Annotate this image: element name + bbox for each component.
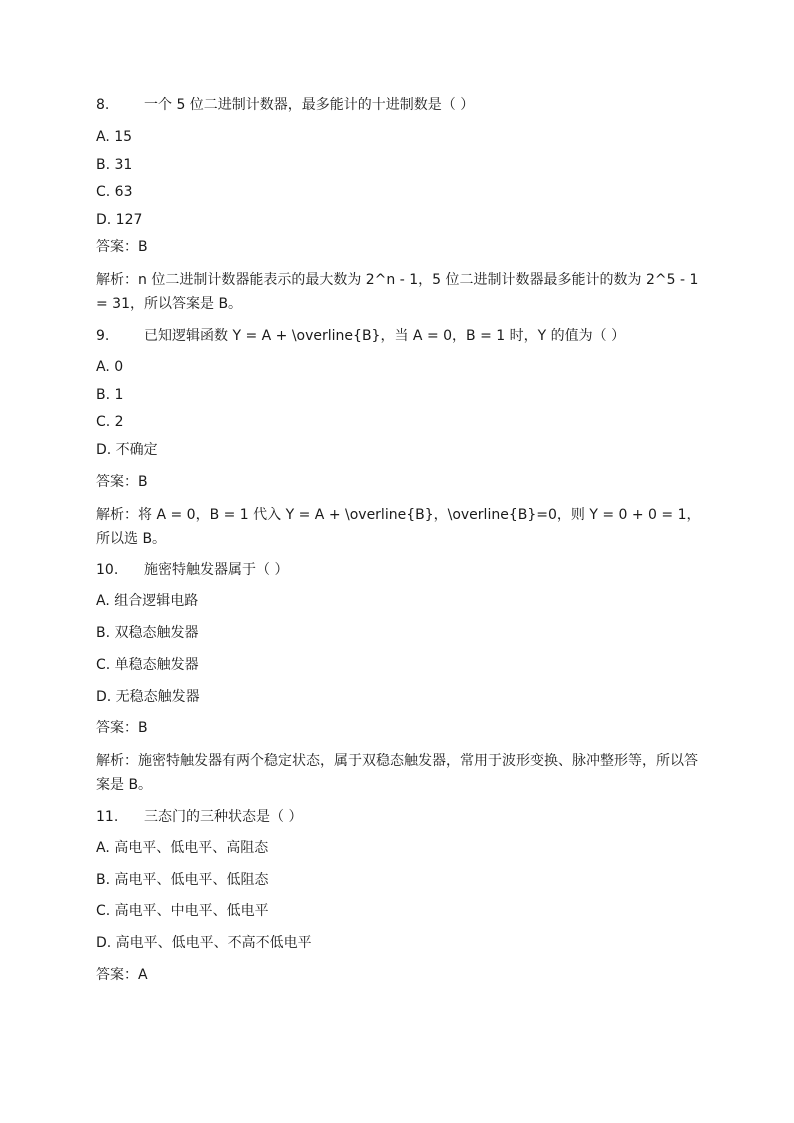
- question-10-option-c: C. 单稳态触发器: [96, 657, 199, 673]
- question-11-option-b: B. 高电平、低电平、低阻态: [96, 872, 269, 888]
- question-8-answer: 答案：B: [96, 239, 148, 255]
- question-8-option-b: B. 31: [96, 157, 133, 173]
- question-10-analysis: 解析：施密特触发器有两个稳定状态，属于双稳态触发器，常用于波形变换、脉冲整形等，所以答案是 B。: [96, 753, 698, 793]
- question-number: 8.: [96, 97, 110, 113]
- question-9-option-b: B. 1: [96, 387, 124, 403]
- question-11-option-d: D. 高电平、低电平、不高不低电平: [96, 935, 312, 951]
- question-10-answer: 答案：B: [96, 720, 148, 736]
- question-number: 9.: [96, 328, 110, 344]
- question-text: 已知逻辑函数 Y = A + \overline{B}，当 A = 0，B = 1 时，Y 的值为（ ）: [144, 328, 626, 344]
- question-9-stem: [96, 325, 706, 347]
- question-text: 一个 5 位二进制计数器，最多能计的十进制数是（ ）: [144, 97, 475, 113]
- question-9-option-d: D. 不确定: [96, 442, 158, 458]
- question-10-option-d: D. 无稳态触发器: [96, 689, 200, 705]
- question-9-analysis: 解析：将 A = 0，B = 1 代入 Y = A + \overline{B}，\overline{B}=0，则 Y = 0 + 0 = 1，所以选 B。: [96, 507, 701, 547]
- question-10-option-a: A. 组合逻辑电路: [96, 593, 199, 609]
- question-number: 11.: [96, 809, 119, 825]
- question-8-option-a: A. 15: [96, 129, 133, 145]
- question-text: 三态门的三种状态是（ ）: [144, 809, 303, 825]
- question-9-option-a: A. 0: [96, 359, 124, 375]
- question-11-stem: [96, 806, 706, 828]
- question-8-analysis: 解析：n 位二进制计数器能表示的最大数为 2^n - 1，5 位二进制计数器最多能计的数为 2^5 - 1 = 31，所以答案是 B。: [96, 272, 699, 312]
- question-8-stem: [96, 94, 706, 116]
- question-number: 10.: [96, 562, 119, 578]
- question-text: 施密特触发器属于（ ）: [144, 562, 289, 578]
- question-8-option-c: C. 63: [96, 184, 133, 200]
- question-10-stem: [96, 559, 706, 581]
- question-9-option-c: C. 2: [96, 414, 124, 430]
- question-8-option-d: D. 127: [96, 212, 143, 228]
- question-11-option-c: C. 高电平、中电平、低电平: [96, 903, 269, 919]
- question-10-option-b: B. 双稳态触发器: [96, 625, 199, 641]
- question-11-option-a: A. 高电平、低电平、高阻态: [96, 840, 269, 856]
- question-9-answer: 答案：B: [96, 474, 148, 490]
- question-11-answer: 答案：A: [96, 967, 148, 983]
